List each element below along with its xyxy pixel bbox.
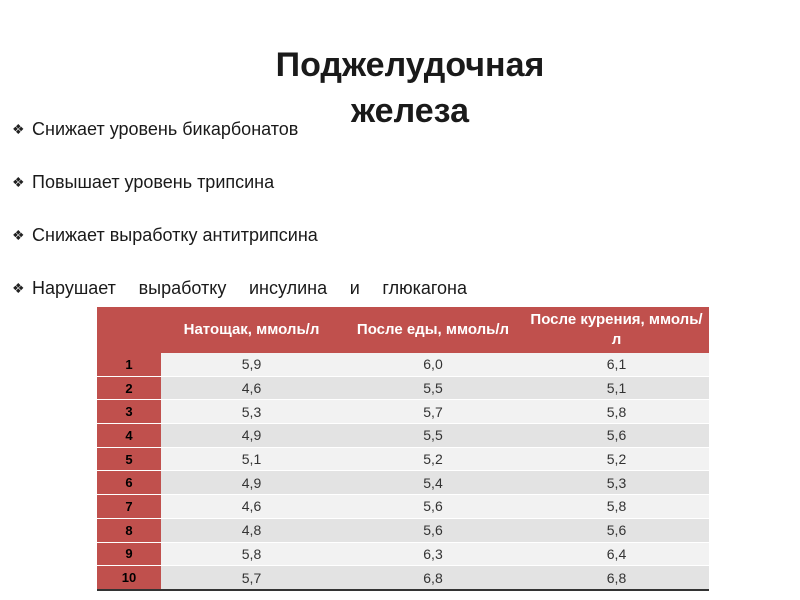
table-cell-after-meal: 5,5	[342, 424, 524, 448]
table-cell-after-meal: 5,2	[342, 447, 524, 471]
table-cell-index: 4	[97, 424, 161, 448]
table-cell-after-meal: 6,8	[342, 566, 524, 590]
table-cell-after-smoking: 5,6	[524, 518, 709, 542]
table-cell-fasting: 4,8	[161, 518, 342, 542]
table-cell-after-smoking: 6,8	[524, 566, 709, 590]
table-cell-index: 2	[97, 376, 161, 400]
table-cell-after-smoking: 6,4	[524, 542, 709, 566]
table-cell-fasting: 5,3	[161, 400, 342, 424]
bullet-item	[12, 170, 467, 194]
table-header-index	[97, 307, 161, 353]
glucose-table-container	[97, 307, 709, 591]
table-cell-after-smoking: 5,3	[524, 471, 709, 495]
table-row	[97, 542, 709, 566]
table-cell-fasting: 5,9	[161, 353, 342, 376]
table-cell-fasting: 5,7	[161, 566, 342, 590]
slide-title-line-2: железа	[351, 92, 469, 130]
table-cell-after-meal: 5,4	[342, 471, 524, 495]
bullet-text: Повышает уровень трипсина	[32, 172, 275, 192]
table-header-row	[97, 307, 709, 353]
diamond-bullet-icon: ❖	[12, 174, 25, 190]
glucose-table	[97, 307, 709, 591]
table-cell-fasting: 4,6	[161, 376, 342, 400]
table-cell-index: 3	[97, 400, 161, 424]
bullet-text: Нарушает выработку инсулина и глюкагона	[32, 278, 467, 298]
slide-title-line-1: Поджелудочная	[275, 46, 545, 84]
table-row	[97, 471, 709, 495]
table-cell-after-meal: 5,6	[342, 518, 524, 542]
diamond-bullet-icon: ❖	[12, 227, 25, 243]
table-cell-fasting: 5,8	[161, 542, 342, 566]
table-cell-fasting: 4,6	[161, 495, 342, 519]
table-row	[97, 376, 709, 400]
table-cell-index: 8	[97, 518, 161, 542]
table-cell-fasting: 5,1	[161, 447, 342, 471]
bullet-item	[12, 117, 467, 141]
table-row	[97, 495, 709, 519]
table-body	[97, 353, 709, 590]
table-row	[97, 518, 709, 542]
bullet-text: Снижает выработку антитрипсина	[32, 225, 318, 245]
table-header-fasting: Натощак, ммоль/л	[161, 307, 342, 353]
table-header-after-smoking: После курения, ммоль/л	[524, 307, 709, 353]
table-cell-after-smoking: 6,1	[524, 353, 709, 376]
table-cell-after-smoking: 5,6	[524, 424, 709, 448]
table-cell-index: 10	[97, 566, 161, 590]
table-cell-index: 5	[97, 447, 161, 471]
table-cell-fasting: 4,9	[161, 471, 342, 495]
table-row	[97, 447, 709, 471]
bullet-item	[12, 276, 467, 300]
table-row	[97, 566, 709, 590]
diamond-bullet-icon: ❖	[12, 280, 25, 296]
table-cell-after-smoking: 5,1	[524, 376, 709, 400]
bullet-item	[12, 223, 467, 247]
table-cell-after-meal: 6,0	[342, 353, 524, 376]
table-cell-index: 7	[97, 495, 161, 519]
table-cell-after-smoking: 5,2	[524, 447, 709, 471]
table-row	[97, 353, 709, 376]
table-header-after-meal: После еды, ммоль/л	[342, 307, 524, 353]
table-cell-after-meal: 5,7	[342, 400, 524, 424]
bullet-list	[12, 117, 467, 329]
table-row	[97, 424, 709, 448]
bullet-text: Снижает уровень бикарбонатов	[32, 119, 299, 139]
table-row	[97, 400, 709, 424]
table-cell-after-smoking: 5,8	[524, 400, 709, 424]
table-cell-index: 6	[97, 471, 161, 495]
diamond-bullet-icon: ❖	[12, 121, 25, 137]
table-cell-after-meal: 5,6	[342, 495, 524, 519]
table-cell-after-meal: 5,5	[342, 376, 524, 400]
table-cell-index: 1	[97, 353, 161, 376]
table-cell-index: 9	[97, 542, 161, 566]
table-cell-fasting: 4,9	[161, 424, 342, 448]
table-cell-after-smoking: 5,8	[524, 495, 709, 519]
table-cell-after-meal: 6,3	[342, 542, 524, 566]
